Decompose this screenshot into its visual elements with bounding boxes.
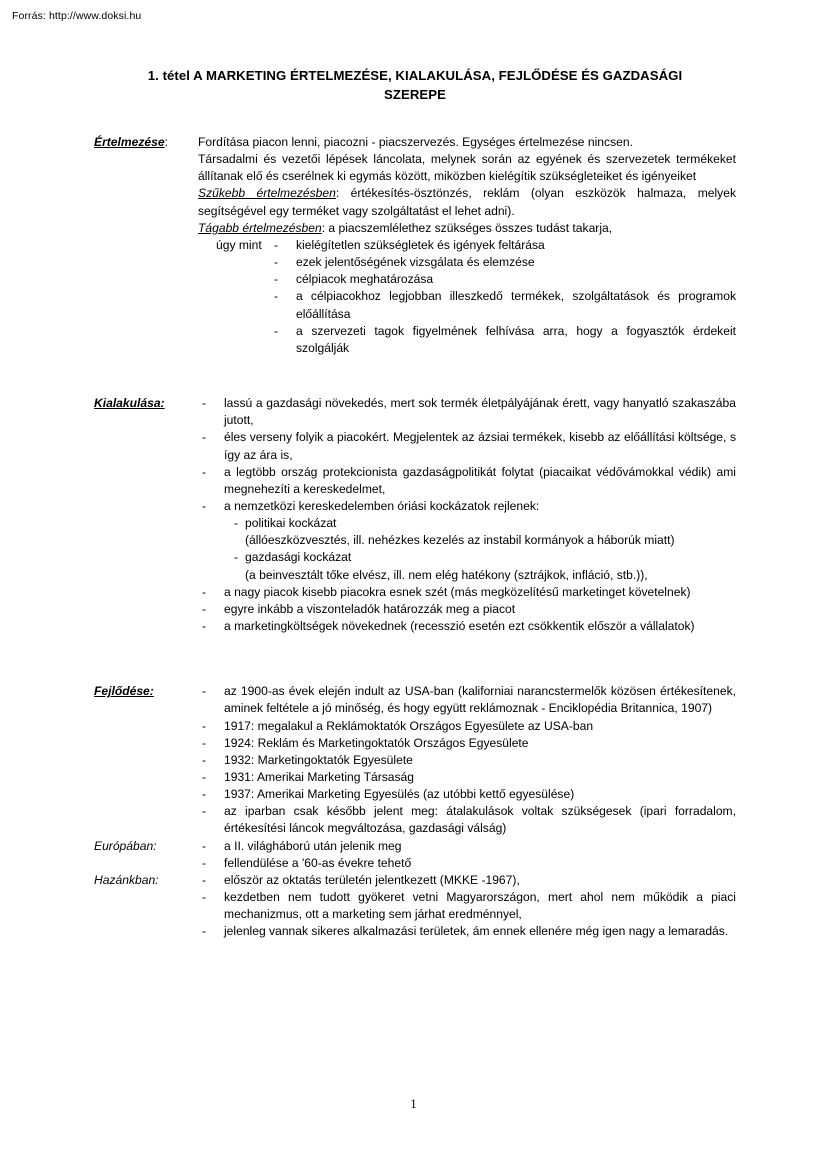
list-item: - először az oktatás területén jelentkezett (MKKE -1967), [198,872,736,889]
spacer [94,635,736,665]
risk-title: - politikai kockázat [245,516,337,531]
kialakulasa-list [198,395,736,515]
paragraph-tagabb: Tágabb értelmezésben: a piacszemlélethez szükséges összes tudást takarja, [198,220,613,235]
list-item: - 1932: Marketingoktatók Egyesülete [198,752,736,769]
section-label-europaban: Európában: [94,838,157,853]
europaban-list [198,838,736,872]
list-item: - a marketingköltségek növekednek (recesszió esetén ezt csökkentik először a vállalatok) [198,618,736,635]
risk-detail: (a beinvesztált tőke elvész, ill. nem elég hatékony (sztrájkok, infláció, stb.)), [245,567,648,582]
list-item: - éles verseny folyik a piacokért. Megjelentek az ázsiai termékek, kisebb az előállítási költsége, s így az ára is, [198,429,736,463]
page-title-line-1: 1. tétel A MARKETING ÉRTELMEZÉSE, KIALAKULÁSA, FEJLŐDÉSE ÉS GAZDASÁGI [147,68,683,83]
paragraph: Társadalmi és vezetői lépések láncolata, melynek során az egyének és szervezetek termékeket állítanak elő és cserélnek ki egymás között, miközben kielégítik szükségleteiket és igényeiket [198,152,736,184]
list-item: - a szervezeti tagok figyelmének felhívása arra, hogy a fogyasztók érdekeit szolgálják [270,323,736,357]
list-item: - egyre inkább a viszonteladók határozzák meg a piacot [198,601,736,618]
list-item: - a nagy piacok kisebb piacokra esnek szét (más megközelítésű marketinget követelnek) [198,584,736,601]
spacer [94,387,736,395]
list-item: - célpiacok meghatározása [270,271,736,288]
section-label-hazankban: Hazánkban: [94,872,159,887]
spacer [94,665,736,683]
page-number: 1 [410,1097,417,1111]
spacer [94,104,736,134]
list-item-risk [234,515,736,549]
list-item: - a legtöbb ország protekcionista gazdaságpolitikát folytat (piacaikat védővámokkal védik) ami megnehezíti a kereskedelmet, [198,464,736,498]
list-item: - a nemzetközi kereskedelemben óriási kockázatok rejlenek: [198,498,736,515]
document-content [94,66,736,941]
list-item: - az iparban csak később jelent meg: átalakulások voltak szükségesek (ipari forradalom, értékesítési láncok megváltozása, gazdasági válság) [198,803,736,837]
emphasis-szukebb: Szűkebb értelmezésben [198,186,336,201]
list-item: - kezdetben nem tudott gyökeret vetni Magyarországon, mert ahol nem működik a piaci mechanizmus, ott a marketing sem járhat eredménnyel, [198,889,736,923]
section-body-fejlodese [198,683,736,837]
ugymint-list [270,237,736,357]
emphasis-tagabb: Tágabb értelmezésben [198,220,322,235]
section-ertelmezese [94,134,736,357]
list-item: - 1937: Amerikai Marketing Egyesülés (az utóbbi kettő egyesülése) [198,786,736,803]
list-item: - jelenleg vannak sikeres alkalmazási területek, ám ennek ellenére még igen nagy a lemaradás. [198,923,736,940]
list-item: - a célpiacokhoz legjobban illeszkedő termékek, szolgáltatások és programok előállítása [270,288,736,322]
risk-detail: (állóeszközvesztés, ill. nehézkes kezelés az instabil kormányok a háborúk miatt) [245,533,675,548]
paragraph: Fordítása piacon lenni, piacozni - piacszervezés. Egységes értelmezése nincsen. [198,135,633,149]
section-europaban [94,838,736,872]
list-item: - 1924: Reklám és Marketingoktatók Országos Egyesülete [198,735,736,752]
section-label-fejlodese: Fejlődése: [94,684,154,699]
fejlodese-list [198,683,736,837]
section-fejlodese [94,683,736,837]
list-item: - 1931: Amerikai Marketing Társaság [198,769,736,786]
section-label-ertelmezese: Értelmezése: [94,135,168,149]
list-item: - 1917: megalakul a Reklámoktatók Országos Egyesülete az USA-ban [198,718,736,735]
page-title [94,66,736,104]
section-body-hazankban [198,872,736,941]
section-hazankban [94,872,736,941]
hazankban-list [198,872,736,941]
section-body-europaban [198,838,736,872]
list-item: - ezek jelentőségének vizsgálata és elemzése [270,254,736,271]
ugymint-block [198,237,736,357]
ugymint-label: úgy mint [216,237,262,252]
list-item-risk [234,549,736,583]
risk-title: - gazdasági kockázat [245,550,352,565]
paragraph-szukebb: Szűkebb értelmezésben: értékesítés-ösztönzés, reklám (olyan eszközök halmaza, melyek segítségével egy terméket vagy szolgáltatást el lehet adni). [198,186,737,218]
source-url-header: Forrás: http://www.doksi.hu [12,10,142,22]
section-body-ertelmezese [198,134,736,357]
list-item: - az 1900-as évek elején indult az USA-ban (kaliforniai narancstermelők közösen értékesítenek, aminek feltétele a jó minőség, és hogy együtt reklámoznak - Enciklopédia Britannica, 1907) [198,683,736,717]
list-item: - fellendülése a '60-as évekre tehető [198,855,736,872]
section-body-kialakulasa [198,395,736,635]
kialakulasa-list-cont [198,584,736,635]
kockazat-list [198,515,736,584]
list-item: - lassú a gazdasági növekedés, mert sok termék életpályájának érett, vagy hanyatló szakaszába jutott, [198,395,736,429]
section-kialakulasa [94,395,736,635]
list-item: - kielégítetlen szükségletek és igények feltárása [270,237,736,254]
list-item: - a II. világháború után jelenik meg [198,838,736,855]
section-label-kialakulasa: Kialakulása: [94,396,165,411]
page-title-line-2: SZEREPE [384,87,446,102]
spacer [94,357,736,387]
